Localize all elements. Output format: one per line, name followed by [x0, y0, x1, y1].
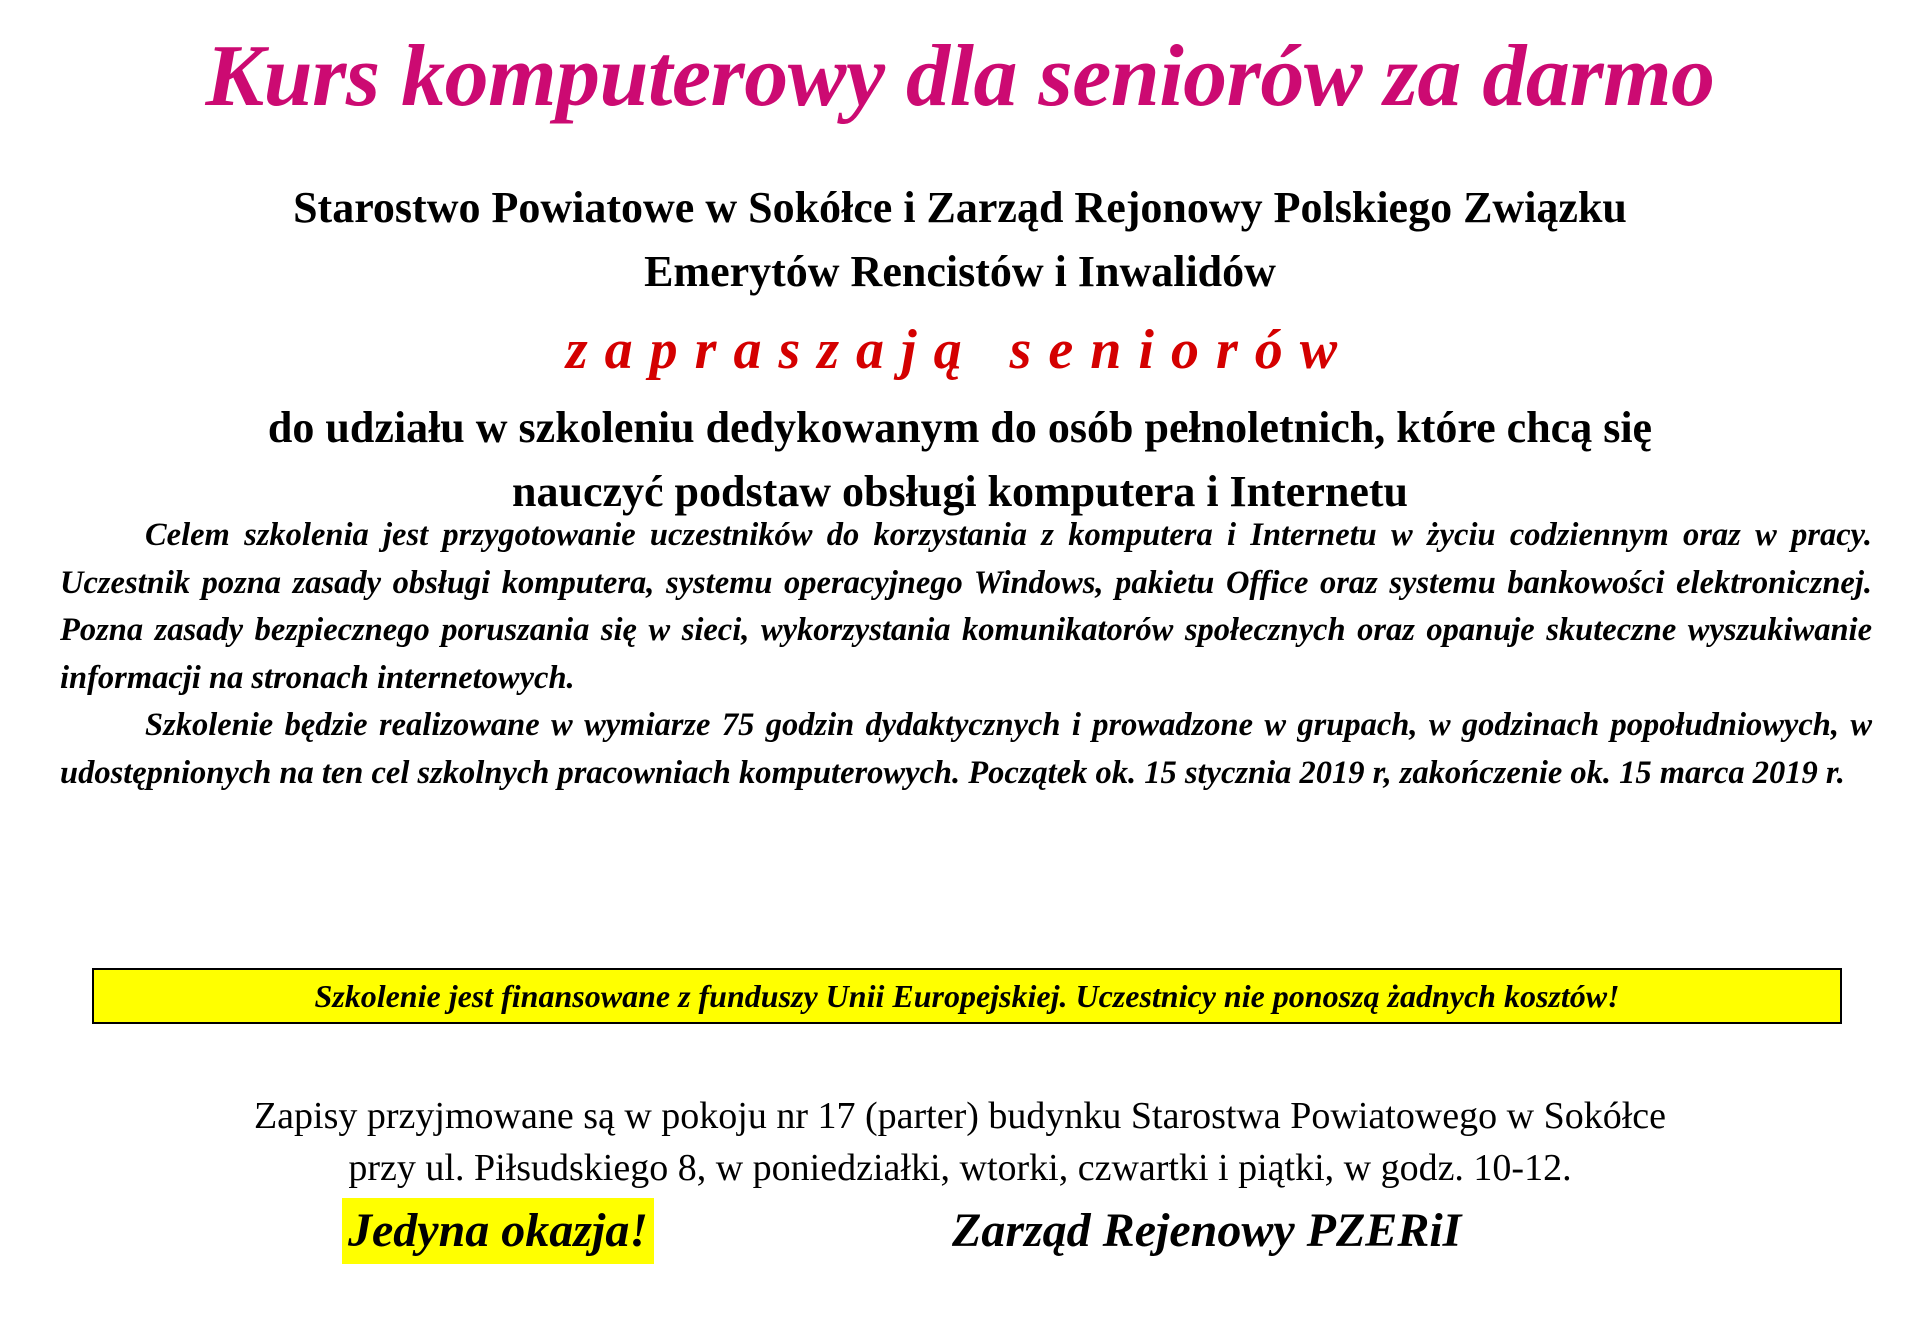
flyer-title: Kurs komputerowy dla seniorów za darmo: [205, 28, 1715, 125]
course-description: [60, 512, 1872, 797]
slogan-highlight: Jedyna okazja!: [342, 1198, 654, 1264]
signup-line-2: przy ul. Piłsudskiego 8, w poniedziałki, wtorki, czwartki i piątki, w godz. 10-12.: [348, 1147, 1572, 1189]
organizers-line-1: Starostwo Powiatowe w Sokółce i Zarząd Rejonowy Polskiego Związku: [293, 183, 1627, 232]
organizers: [110, 176, 1810, 304]
signup-line-1: Zapisy przyjmowane są w pokoju nr 17 (parter) budynku Starostwa Powiatowego w Sokółce: [253, 1095, 1667, 1137]
funding-notice: Szkolenie jest finansowane z funduszy Unii Europejskiej. Uczestnicy nie ponoszą żadnych kosztów!: [92, 968, 1842, 1024]
description-paragraph-2: Szkolenie będzie realizowane w wymiarze 75 godzin dydaktycznych i prowadzone w grupach, w godzinach popołudniowych, w udostępnionych na ten cel szkolnych pracowniach komputerowych. Początek ok. 15 stycznia 2019 r, zakończenie ok. 15 marca 2019 r.: [60, 707, 1872, 791]
organizers-line-2: Emerytów Rencistów i Inwalidów: [644, 247, 1276, 296]
invitation-heading: zapraszają seniorów: [565, 319, 1355, 381]
signup-info: [60, 1090, 1860, 1194]
purpose-line-1: do udziału w szkoleniu dedykowanym do osób pełnoletnich, które chcą się: [267, 403, 1653, 452]
signature: Zarząd Rejenowy PZERiI: [952, 1204, 1462, 1257]
purpose-statement: [60, 396, 1860, 524]
purpose-line-2: nauczyć podstaw obsługi komputera i Internetu: [512, 467, 1408, 516]
description-paragraph-1: Celem szkolenia jest przygotowanie uczestników do korzystania z komputera i Internetu w życiu codziennym oraz w pracy. Uczestnik pozna zasady obsługi komputera, systemu operacyjnego Windows, pakietu Office oraz systemu bankowości elektronicznej. Pozna zasady bezpiecznego poruszania się w sieci, wykorzystania komunikatorów społecznych oraz opanuje skuteczne wyszukiwanie informacji na stronach internetowych.: [60, 517, 1872, 696]
